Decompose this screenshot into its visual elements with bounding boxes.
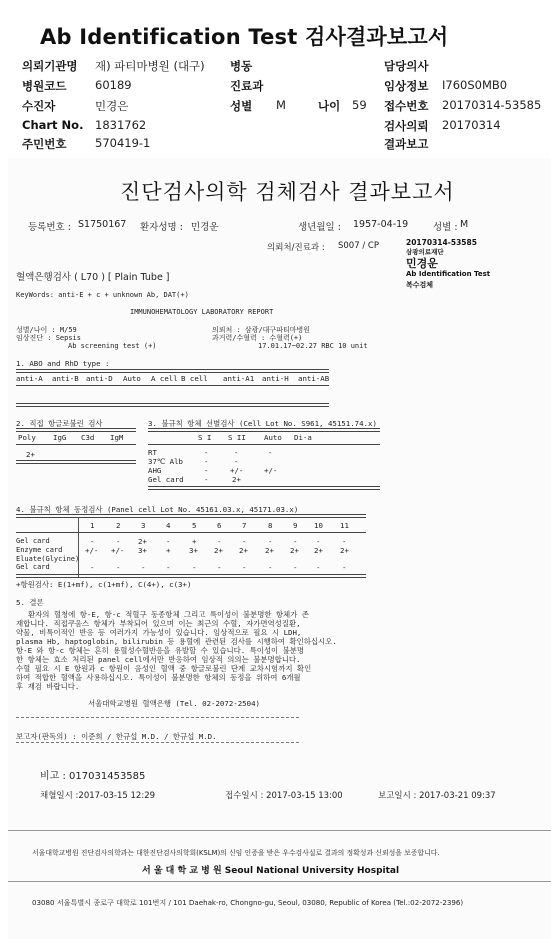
panel-col-2: 2: [116, 521, 121, 530]
panel-cell: 2+: [265, 546, 274, 555]
patient-name: 민경운: [191, 222, 219, 233]
panel-cell: -: [293, 563, 298, 572]
report-title: Ab Identification Test 검사결과보고서: [40, 25, 449, 49]
conclusion-line: 환자의 혈청에 항-E, 항-c 적혈구 동종항체 그리고 특이성이 불분명한 항체가 존: [28, 610, 309, 619]
divider: [16, 742, 299, 743]
panel-col-11: 11: [340, 521, 349, 530]
panel-top-rule: [16, 514, 366, 518]
iat-cell: +/-: [230, 466, 244, 475]
abo-h-7: anti-A1: [223, 374, 255, 383]
dat-v-poly: 2+: [26, 450, 35, 459]
sticker-note: 복수검체: [406, 281, 434, 289]
patient-name-label: 환자성명 :: [140, 222, 183, 233]
iat-row-name: RT: [148, 448, 157, 457]
abo-h-6: B cell: [181, 374, 208, 383]
sticker-test: Ab Identification Test: [406, 270, 491, 278]
panel-row-name: Enzyme card: [16, 546, 63, 554]
memo: 비고 : 017031453585: [40, 771, 146, 782]
iat-h-s2: S II: [228, 433, 246, 442]
abo-h-5: A cell: [151, 374, 178, 383]
label-report: 결과보고: [384, 137, 429, 151]
panel-col-4: 4: [166, 521, 171, 530]
iat-row-name: 37℃ Alb: [148, 457, 183, 466]
footer-rule: [8, 830, 551, 831]
value-clinical: I760S0MB0: [442, 78, 508, 92]
label-dept: 진료과: [230, 79, 264, 93]
lab-report-title: IMMUNOHEMATOLOGY LABORATORY REPORT: [130, 308, 274, 316]
panel-cell: -: [141, 563, 146, 572]
abo-h-4: Auto: [123, 374, 141, 383]
dat-h-c3d: C3d: [81, 433, 95, 442]
label-hospital-code: 병원코드: [22, 79, 67, 93]
panel-title: 4. 불규칙 항체 동정검사 (Panel cell Lot No. 45161.03.x, 45171.03.x): [16, 505, 299, 514]
iat-cell: -: [204, 448, 209, 457]
antigen-result: +항원검사: E(1+mf), c(1+mf), C(4+), c(3+): [16, 580, 192, 589]
iat-cell: -: [204, 457, 209, 466]
abo-h-8: anti-H: [262, 374, 289, 383]
sticker-org: 삼광의료재단: [406, 248, 444, 256]
dat-top-rule: [16, 428, 136, 432]
info-clin-dx: 임상진단 : Sepsis: [16, 334, 81, 342]
iat-cell: +/-: [264, 466, 278, 475]
conclusion-line: 재합니다. 직접쿠옴스 항체가 부착되어 있으며 이는 최근의 수혈, 자가면역성질환,: [16, 619, 301, 628]
panel-cell: 2+: [340, 546, 349, 555]
panel-cell: -: [293, 537, 298, 546]
keywords: KeyWords: anti-E + c + unknown Ab, DAT(+): [16, 291, 189, 299]
panel-cell: +/-: [85, 546, 99, 555]
iat-cell: -: [204, 466, 209, 475]
panel-col-10: 10: [314, 521, 323, 530]
info-sex-age: 성별/나이 : M/59: [16, 326, 77, 334]
reg-no: S1750167: [78, 219, 127, 230]
dat-title: 2. 직접 항글로불린 검사: [16, 419, 103, 428]
iat-mid-rule: [148, 444, 380, 445]
label-clinical: 임상정보: [384, 79, 429, 93]
value-age: 59: [352, 98, 367, 112]
panel-col-divider: [78, 517, 79, 577]
divider: [16, 717, 299, 718]
dob-label: 생년월일 :: [298, 222, 341, 233]
label-chart-no: Chart No.: [22, 118, 84, 132]
iat-row-name: Gel card: [148, 475, 184, 484]
value-org: 재) 파티마병원 (대구): [95, 59, 205, 73]
abo-top-rule: [16, 369, 329, 373]
label-patient: 수진자: [22, 99, 56, 113]
value-hospital-code: 60189: [95, 78, 132, 92]
section-title: 혈액은행검사 ( L70 ) [ Plain Tube ]: [16, 272, 170, 283]
abo-bottom-rule: [16, 403, 329, 407]
panel-cell: -: [342, 537, 347, 546]
panel-cell: -: [316, 537, 321, 546]
abo-h-2: anti-B: [52, 374, 79, 383]
panel-cell: 2+: [239, 546, 248, 555]
iat-title: 3. 불규칙 항체 선별검사 (Cell Lot No. S961, 45151.74.x): [148, 419, 377, 428]
info-history: 과거력/수혈력 : 수혈력(+): [212, 334, 303, 342]
panel-cell: -: [116, 537, 121, 546]
conclusion-line: 한 항체는 효소 처리된 panel cell에서만 반응하여 임상적 의의는 불분명합니다.: [16, 655, 301, 664]
panel-col-3: 3: [141, 521, 146, 530]
dob: 1957-04-19: [353, 219, 409, 230]
iat-cell: -: [268, 448, 273, 457]
label-doctor: 담당의사: [384, 59, 429, 73]
receipt-time: 접수일시 : 2017-03-15 13:00: [225, 791, 343, 801]
panel-cell: -: [342, 563, 347, 572]
panel-col-7: 7: [242, 521, 247, 530]
abo-title: 1. ABO and RhD type :: [16, 359, 110, 368]
hospital-name: 서 울 대 학 교 병 원 Seoul National University Hospital: [142, 866, 400, 876]
conclusion-line: 약물, 비특이적인 반응 등 여러가지 가능성이 있습니다. 임상적으로 필요 시 LDH,: [16, 628, 302, 637]
footer-rule-2: [8, 881, 551, 882]
lab-report-paper: [8, 158, 551, 939]
panel-cell: -: [166, 563, 171, 572]
panel-cell: -: [268, 563, 273, 572]
info-screen: Ab screening test (+): [68, 342, 157, 350]
value-patient: 민경은: [95, 99, 129, 113]
sticker-receipt-no: 20170314-53585: [406, 238, 477, 247]
specimen-label-sticker: [406, 238, 526, 292]
panel-cell: 2+: [214, 546, 223, 555]
label-receipt-no: 접수번호: [384, 99, 429, 113]
conclusion-line: 하여 적합한 혈액을 사용하십시오. 특이성이 불분명한 항체의 동정을 위하여 6개월: [16, 673, 301, 682]
report-time: 보고일시 : 2017-03-21 09:37: [378, 791, 496, 801]
iat-h-auto: Auto: [264, 433, 282, 442]
blood-bank: 서울대학교병원 혈액은행 (Tel. 02-2072-2504): [88, 699, 260, 708]
abo-mid-rule: [16, 385, 329, 386]
paper-title: 진단검사의학 검체검사 결과보고서: [120, 180, 455, 204]
conclusion-line: 항-E 와 항-c 항체는 흔히 용혈성수혈반응을 유발할 수 있습니다. 특이성이 불분명: [16, 646, 305, 655]
panel-row-name: Gel card: [16, 563, 50, 571]
iat-row-name: AHG: [148, 466, 162, 475]
dat-h-poly: Poly: [18, 433, 36, 442]
panel-cell: -: [90, 563, 95, 572]
info-date: 17.01.17~02.27 RBC 10 unit: [258, 342, 368, 350]
panel-cell: -: [192, 563, 197, 572]
panel-cell: +: [192, 537, 197, 546]
sticker-patient: 민경운: [406, 257, 438, 270]
panel-mid-rule: [16, 532, 366, 533]
collect-time: 채혈일시 :2017-03-15 12:29: [40, 791, 156, 801]
panel-col-8: 8: [268, 521, 273, 530]
label-org: 의뢰기관명: [22, 59, 78, 73]
panel-cell: 2+: [314, 546, 323, 555]
abo-h-3: anti-D: [86, 374, 113, 383]
dat-mid-rule: [16, 444, 136, 445]
panel-cell: 3+: [189, 546, 198, 555]
panel-cell: -: [316, 563, 321, 572]
panel-cell: -: [242, 563, 247, 572]
footer-note: 서울대학교병원 진단검사의학과는 대한진단검사의학회(KSLM)의 신임 인증을 받은 우수검사실로 결과의 정확성과 신뢰성을 보증합니다.: [32, 849, 440, 857]
conclusion-title: 5. 결론: [16, 598, 44, 607]
label-age: 나이: [318, 99, 341, 113]
panel-row-name: Eluate(Glycine): [16, 555, 80, 563]
abo-h-1: anti-A: [16, 374, 43, 383]
sex-label: 성별 :: [433, 222, 458, 233]
info-req-org: 의뢰처 : 삼광/대구파티마병원: [212, 326, 311, 334]
panel-cell: -: [242, 537, 247, 546]
dept-label: 의뢰처/진료과 :: [267, 243, 325, 253]
panel-bottom-rule: [16, 574, 366, 578]
panel-col-5: 5: [192, 521, 197, 530]
label-ward: 병동: [230, 59, 253, 73]
label-request: 검사의뢰: [384, 119, 429, 133]
label-sex: 성별: [230, 99, 253, 113]
panel-col-9: 9: [293, 521, 298, 530]
dat-bottom-rule: [16, 460, 136, 464]
panel-cell: 2+: [290, 546, 299, 555]
reg-no-label: 등록번호 :: [28, 222, 71, 233]
panel-cell: -: [90, 537, 95, 546]
panel-col-6: 6: [217, 521, 222, 530]
panel-col-1: 1: [90, 521, 95, 530]
panel-cell: -: [217, 563, 222, 572]
panel-cell: -: [268, 537, 273, 546]
conclusion-line: 수혈 필요 시 E 항원과 c 항원이 음성인 혈액 중 항글로불린 단계 교차시험까지 확인: [16, 664, 312, 673]
address: 03080 서울특별시 종로구 대학로 101번지 / 101 Daehak-ro, Chongno-gu, Seoul, 03080, Republic of Korea (Tel.:02-2072-2396): [32, 898, 464, 907]
iat-cell: -: [234, 457, 239, 466]
iat-top-rule: [148, 428, 380, 432]
result-header: [0, 0, 551, 158]
value-ssn: 570419-1: [95, 136, 151, 150]
value-chart-no: 1831762: [95, 118, 147, 132]
iat-bottom-rule: [148, 486, 380, 490]
panel-row-name: Gel card: [16, 537, 50, 545]
sex-value: M: [460, 219, 469, 230]
value-request: 20170314: [442, 118, 501, 132]
panel-cell: 2+: [138, 537, 147, 546]
dat-h-igg: IgG: [53, 433, 67, 442]
iat-cell: 2+: [232, 475, 241, 484]
panel-cell: -: [166, 537, 171, 546]
panel-cell: -: [116, 563, 121, 572]
reporter: 보고자(판독의) : 이준희 / 한규섭 M.D. / 한규섭 M.D.: [16, 732, 217, 741]
dat-h-igm: IgM: [110, 433, 124, 442]
iat-h-s1: S I: [198, 433, 212, 442]
value-receipt-no: 20170314-53585: [442, 98, 542, 112]
value-sex: M: [276, 98, 286, 112]
iat-h-dia: Di-a: [294, 433, 312, 442]
abo-h-9: anti-AB: [298, 374, 330, 383]
conclusion-line: plasma Hb, haptoglobin, bilirubin 등 용혈에 관련된 검사를 시행하여 확인하십시오.: [16, 637, 337, 646]
dept-value: S007 / CP: [338, 241, 379, 251]
iat-cell: -: [204, 475, 209, 484]
panel-cell: +/-: [111, 546, 125, 555]
conclusion-line: 후 재검 바랍니다.: [16, 682, 80, 691]
panel-cell: -: [217, 537, 222, 546]
iat-cell: -: [234, 448, 239, 457]
panel-cell: +: [166, 546, 171, 555]
panel-cell: 3+: [138, 546, 147, 555]
label-ssn: 주민번호: [22, 137, 67, 151]
